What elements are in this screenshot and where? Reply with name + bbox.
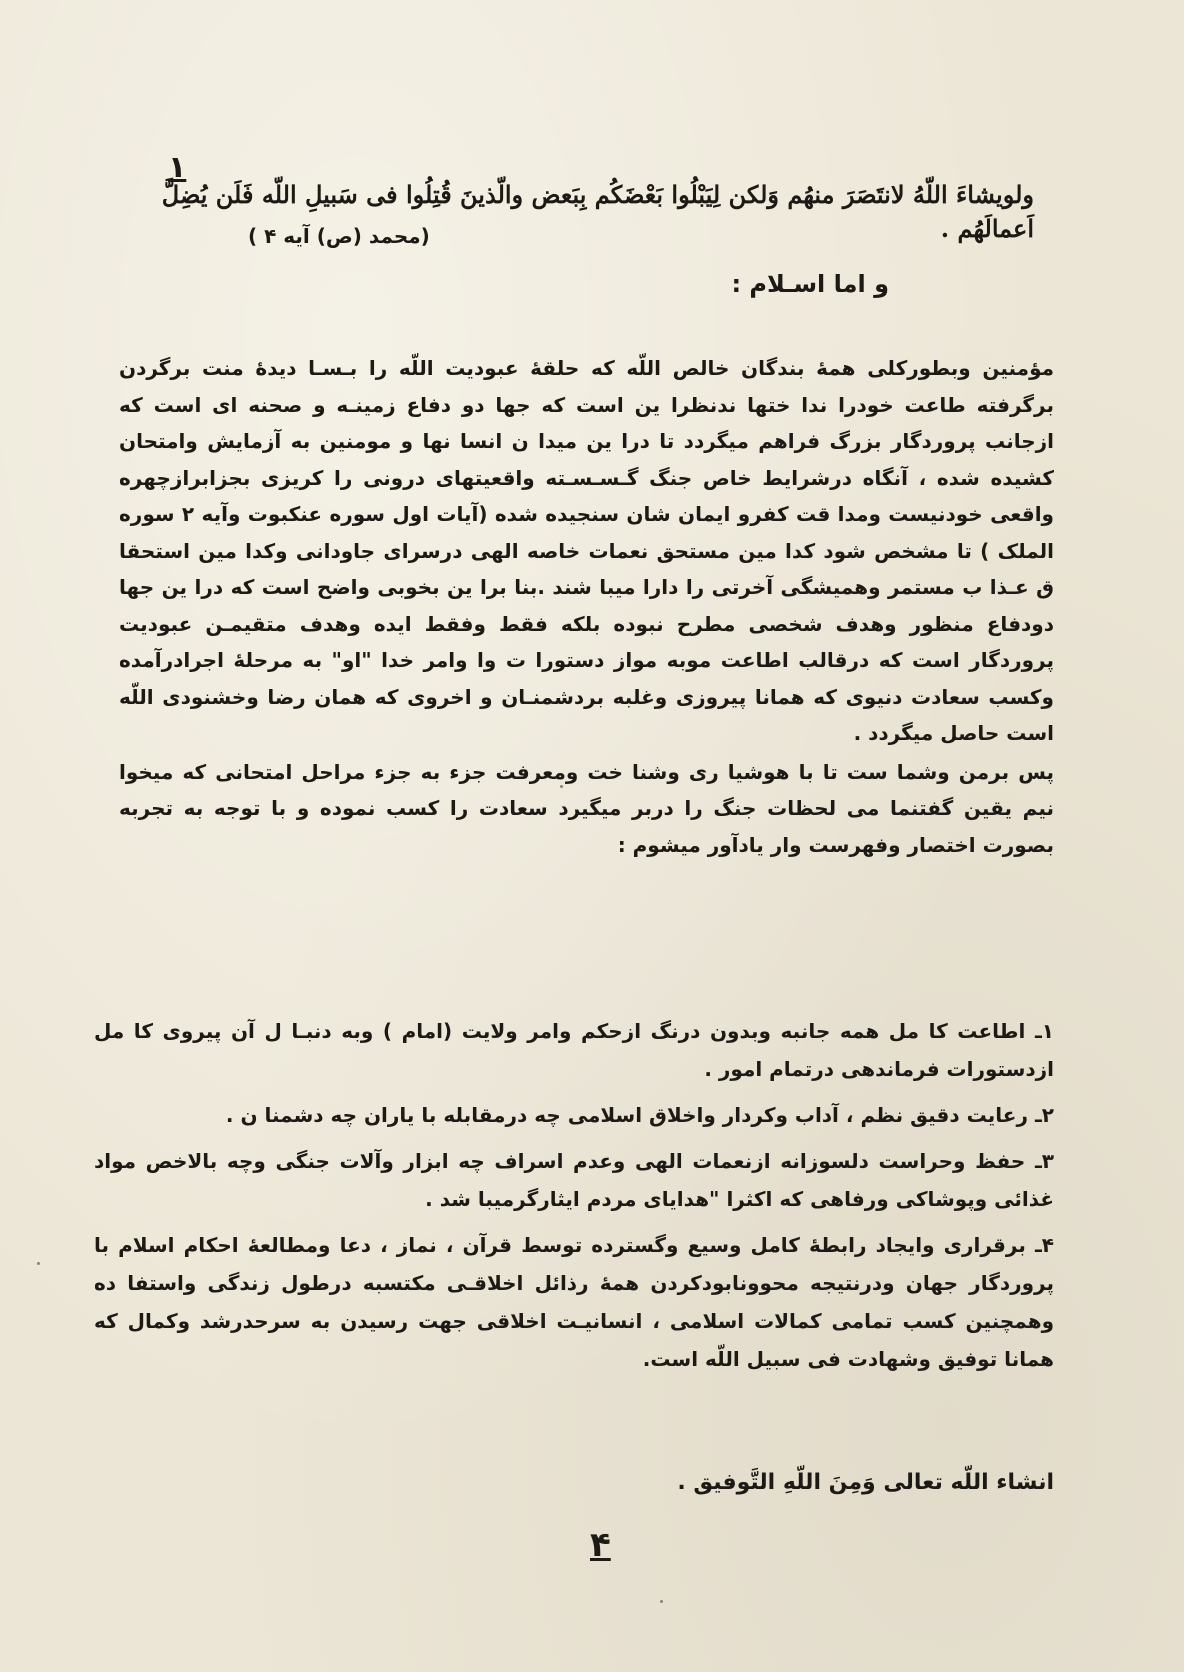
section-heading: و اما اسـلام : — [731, 270, 889, 298]
list-item-text: رعایت دقیق نظم ، آداب وکردار واخلاق اسلامی چه درمقابله با یاران چه دشمنا ن . — [225, 1103, 1028, 1127]
list-item — [94, 1012, 1054, 1088]
list-item-number: ۴ـ — [1034, 1233, 1055, 1257]
paper-speck — [660, 1600, 663, 1603]
list-item-number: ۱ـ — [1034, 1019, 1054, 1043]
paper-speck — [560, 785, 563, 788]
list-item — [94, 1142, 1054, 1218]
list-item — [94, 1096, 1054, 1134]
closing-line: انشاء اللّه تعالی وَمِنَ اللّهِ التَّوفیق . — [677, 1470, 1054, 1495]
list-item-text: برقراری وایجاد رابطهٔ کامل وسیع وگسترده توسط قرآن ، نماز ، دعا ومطالعهٔ احکام اسلام با پروردگار جهان ودرنتیجه محوونابودکردن همهٔ رذائل اخلاقـی مکتسبه درطول زندگی واستفا ده وهمچنین کسب تمامی کمالات اسلامی ، انسانیـت اخلاقی جهت رسیدن به سرحدرشد وکمال که همانا توفیق وشهادت فی سبیل اللّه است. — [94, 1233, 1054, 1371]
page-number: ۴ — [590, 1525, 611, 1565]
list-item — [94, 1226, 1054, 1378]
list-item-number: ۲ـ — [1034, 1103, 1054, 1127]
list-item-text: حفظ وحراست دلسوزانه ازنعمات الهی وعدم اسراف چه ابزار وآلات جنگی وچه بالاخص مواد غذائی وپوشاکی ورفاهی که اکثرا "هدایای مردم ایثارگرمیبا شد . — [94, 1149, 1054, 1211]
quran-verse: ولویشاءَ اللّهُ لانتَصَرَ منهُم وَلکن لِیَبْلُوا بَعْضَکُم بِبَعض والّذینَ قُتِلُوا فی سَبیلِ اللّه فَلَن یُضِلَّ اَعمالَهُم . — [161, 180, 1034, 243]
paragraph: مؤمنین وبطورکلی همهٔ بندگان خالص اللّه که حلقهٔ عبودیت اللّه را بـسـا دیدهٔ منت برگردن برگرفته طاعت خودرا ندا ختها ندنظرا ین است که جها دو دفاع زمینـه و صحنه ای است که ازجانب پروردگار بزرگ فراهم میگردد تا درا ین میدا ن انسا نها و مومنین به آزمایش وامتحان کشیده شده ، آنگاه درشرایط خاص جنگ گـسـسـته واقعیتهای درونی را کریزی بجزابرازچهره واقعی خودنیست ومدا قت کفرو ایمان شان سنجیده شده (آیات اول سوره عنکبوت وآیه ۲ سوره الملک ) تا مشخص شود کدا مین مستحق نعمات خاصه الهی درسرای جاودانی وکدا مین استحقا ق عـذا ب مستمر وهمیشگی آخرتی را دارا میبا شند .بنا برا ین بخوبی واضح است که درا ین جها دودفاع منظور وهدف شخصی مطرح نبوده بلکه فقط وفقط ایده وهدف متقیمـن عبودیت پروردگار است که درقالب اطاعت موبه مواز دستورا ت وا وامر خدا "او" به مرحلهٔ اجرادرآمده وکسب سعادت دنیوی که همانا پیروزی وغلبه بردشمنـان و اخروی که همان رضا وخشنودی اللّه است حاصل میگردد . — [119, 356, 1054, 745]
paper-speck — [37, 1262, 40, 1265]
numbered-list — [94, 1012, 1054, 1386]
top-page-mark: ۱ — [168, 150, 187, 185]
verse-reference: (محمد (ص) آیه ۴ ) — [248, 224, 430, 248]
paragraph: پس برمن وشما ست تا با هوشیا ری وشنا خت ومعرفت جزء به جزء مراحل امتحانی که میخوا نیم یقین گفتنما می لحظات جنگ را دربر میگیرد سعادت را کسب نموده و با توجه به تجربه بصورت اختصار وفهرست وار یادآور میشوم : — [119, 759, 1054, 857]
body-text — [119, 350, 1054, 863]
list-item-text: اطاعت کا مل همه جانبه وبدون درنگ ازحکم وامر ولایت (امام ) وبه دنبـا ل آن پیروی کا مل ازدستورات فرماندهی درتمام امور . — [94, 1019, 1054, 1081]
list-item-number: ۳ـ — [1034, 1149, 1054, 1173]
